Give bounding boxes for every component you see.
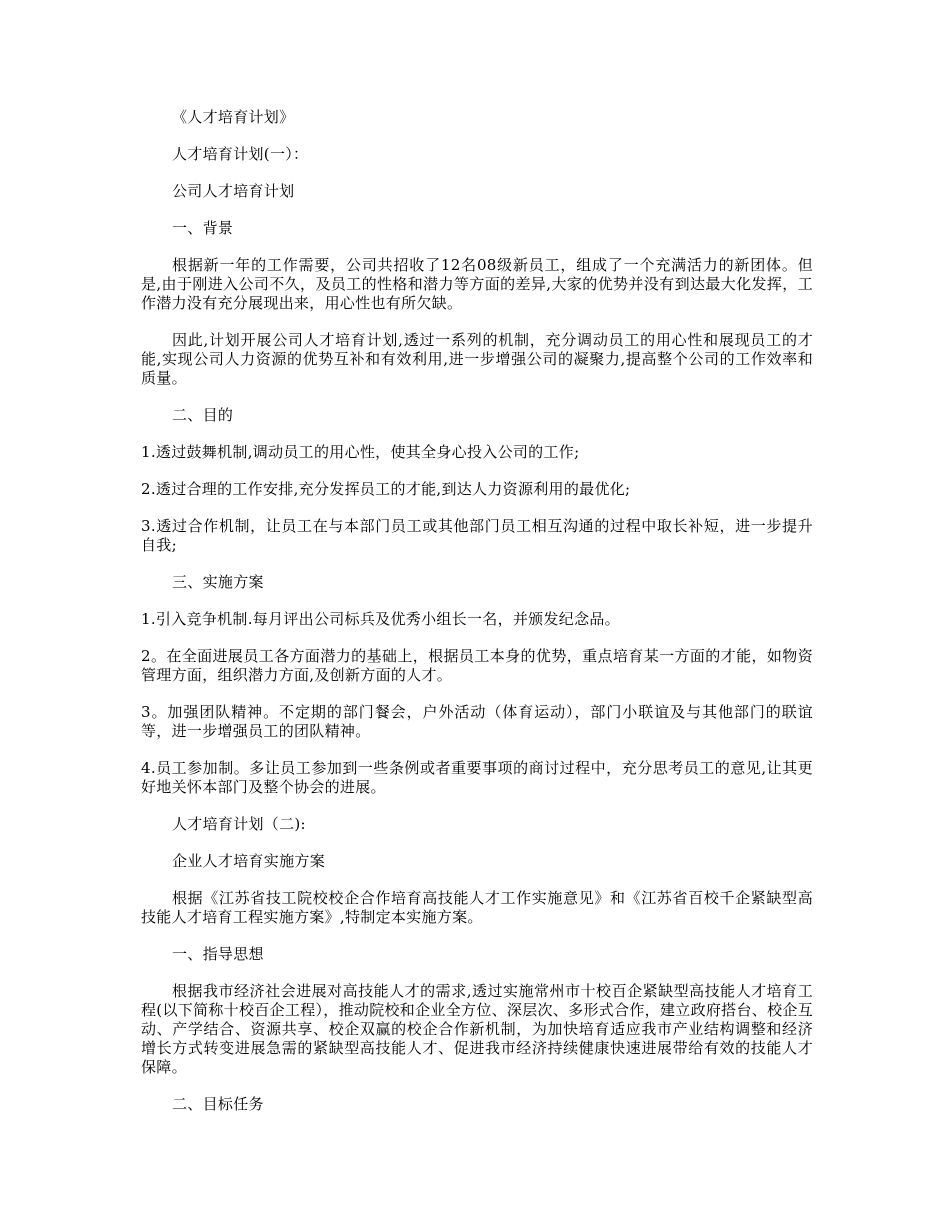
section-heading: 人才培育计划（二): [172,815,306,833]
list-item: 4.员工参加制。多让员工参加到一些条例或者重要事项的商讨过程中，充分思考员工的意见,让其更好地关怀本部门及整个协会的进展。 [141,759,813,796]
paragraph: 根据我市经济社会进展对高技能人才的需求,透过实施常州市十校百企紧缺型高技能人才培育工程(以下简称十校百企工程），推动院校和企业全方位、深层次、多形式合作，建立政府搭台、校企互动、产学结合、资源共享、校企双赢的校企合作新机制，为加快培育适应我市产业结构调整和经济增长方式转变进展急需的紧缺型高技能人才、促进我市经济持续健康快速进展带给有效的技能人才保障。 [141,982,813,1076]
list-item: 2。在全面进展员工各方面潜力的基础上，根据员工本身的优势，重点培育某一方面的才能，如物资管理方面，组织潜力方面,及创新方面的人才。 [141,647,813,684]
paragraph: 根据《江苏省技工院校校企合作培育高技能人才工作实施意见》和《江苏省百校千企紧缺型高技能人才培育工程实施方案》,特制定本实施方案。 [141,889,813,926]
document-body [141,108,813,1114]
section-heading: 一、背景 [172,219,234,237]
plan-title: 公司人才培育计划 [172,182,295,200]
paragraph: 因此,计划开展公司人才培育计划,透过一系列的机制，充分调动员工的用心性和展现员工的才能,实现公司人力资源的优势互补和有效利用,进一步增强公司的凝聚力,提高整个公司的工作效率和质量。 [141,331,813,387]
section-heading: 二、目标任务 [172,1095,264,1113]
list-item: 3。加强团队精神。不定期的部门餐会，户外活动（体育运动），部门小联谊及与其他部门的联谊等，进一步增强员工的团队精神。 [141,703,813,740]
list-item: 1.透过鼓舞机制,调动员工的用心性，使其全身心投入公司的工作; [141,443,580,461]
document-title: 《人才培育计划》 [172,108,295,126]
section-heading: 三、实施方案 [172,573,264,591]
section-heading: 人才培育计划(一）： [172,145,309,163]
section-heading: 二、目的 [172,406,234,424]
list-item: 1.引入竞争机制.每月评出公司标兵及优秀小组长一名，并颁发纪念品。 [141,610,620,628]
list-item: 3.透过合作机制，让员工在与本部门员工或其他部门员工相互沟通的过程中取长补短，进一步提升自我; [141,517,813,554]
paragraph: 根据新一年的工作需要，公司共招收了12名08级新员工，组成了一个充满活力的新团体。但是,由于刚进入公司不久，及员工的性格和潜力等方面的差异,大家的优势并没有到达最大化发挥，工作潜力没有充分展现出来，用心性也有所欠缺。 [141,256,813,312]
plan-title: 企业人才培育实施方案 [172,852,326,870]
section-heading: 一、指导思想 [172,945,264,963]
list-item: 2.透过合理的工作安排,充分发挥员工的才能,到达人力资源利用的最优化; [141,480,631,498]
